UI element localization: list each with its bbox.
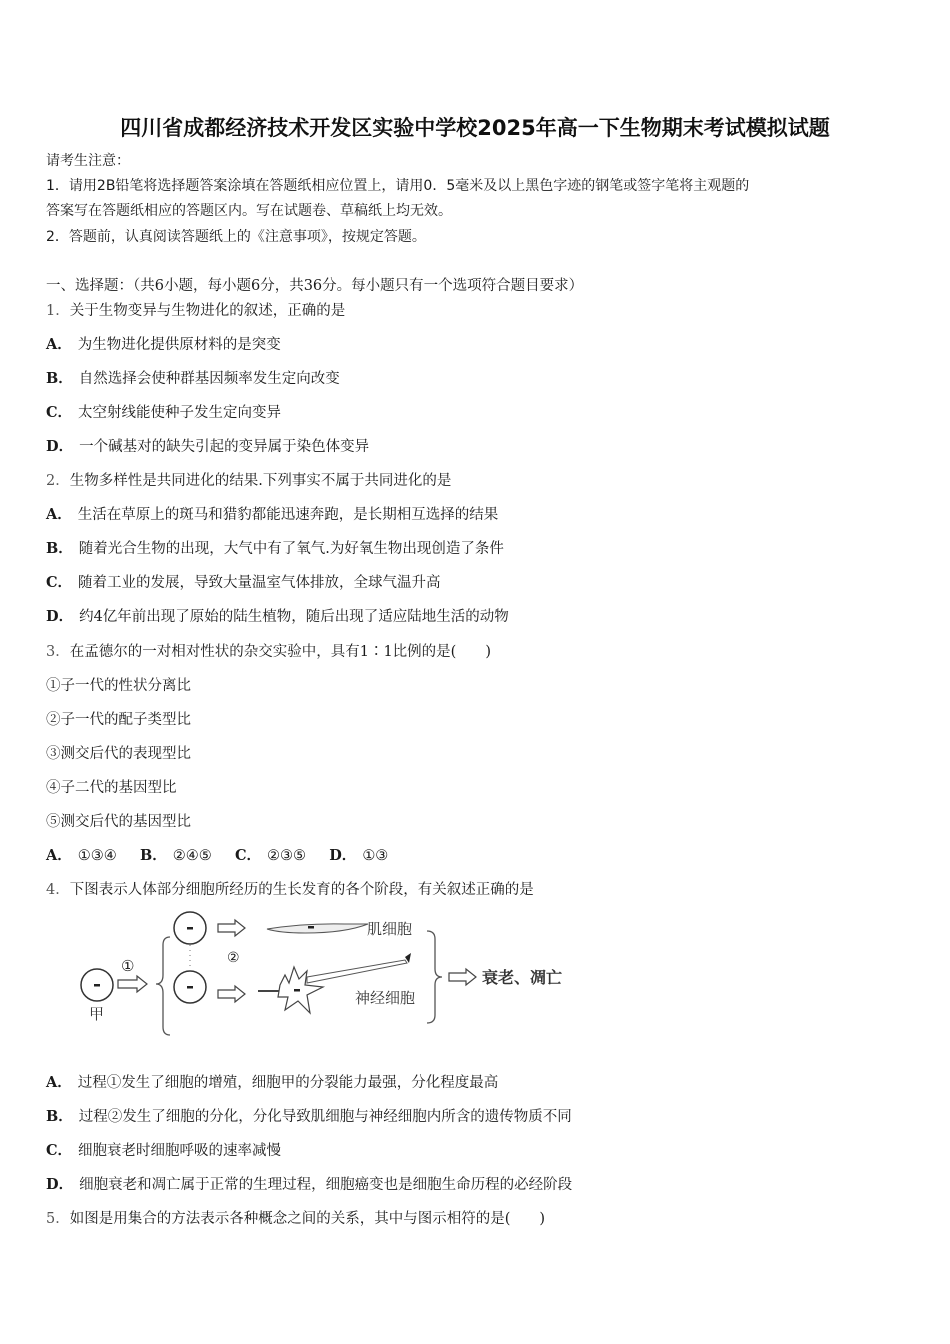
page-title: 四川省成都经济技术开发区实验中学校2025年高一下生物期末考试模拟试题: [120, 116, 830, 140]
option-label: A．: [46, 336, 72, 353]
question-number: 2．: [46, 473, 70, 489]
muscle-cell-icon: [267, 924, 368, 933]
option-label: A．: [46, 1074, 72, 1091]
option-text: 随着工业的发展，导致大量温室气体排放，全球气温升高: [78, 575, 441, 591]
question-1-stem: [46, 301, 345, 321]
option-label: A．: [46, 847, 72, 864]
q3-item-1: ①子一代的性状分离比: [46, 678, 191, 694]
arrow-icon: [218, 920, 245, 936]
option-label: A．: [46, 506, 72, 523]
daughter-cell-top-icon: [174, 912, 206, 944]
q3-item-3: ③测交后代的表现型比: [46, 746, 191, 762]
q1-option-a: [46, 335, 281, 355]
option-label: C．: [46, 574, 73, 591]
option-text: 细胞衰老时细胞呼吸的速率减慢: [78, 1143, 282, 1159]
q4-option-b: [46, 1107, 572, 1127]
option-text: 一个碱基对的缺失引起的变异属于染色体变异: [79, 439, 370, 455]
q2-option-a: [46, 505, 498, 525]
process-2-label: ②: [227, 950, 240, 966]
option-label: C．: [46, 404, 73, 421]
question-number: 5．: [46, 1211, 70, 1227]
question-number: 4．: [46, 882, 70, 898]
question-5-stem: [46, 1209, 545, 1229]
option-text: 约4亿年前出现了原始的陆生植物，随后出现了适应陆地生活的动物: [79, 609, 509, 625]
q4-option-d: [46, 1175, 572, 1195]
cell-jia-label: 甲: [89, 1005, 105, 1023]
notice-item-1-cont: 答案写在答题纸相应的答题区内。写在试题卷、草稿纸上均无效。: [46, 203, 452, 219]
option-text: 为生物进化提供原材料的是突变: [77, 337, 281, 353]
question-4-stem: [46, 880, 534, 900]
cell-jia-icon: [81, 969, 113, 1001]
q3-item-5: ⑤测交后代的基因型比: [46, 814, 191, 830]
question-number: 3．: [46, 644, 70, 660]
arrow-icon: [449, 969, 476, 985]
option-text: 生活在草原上的斑马和猎豹都能迅速奔跑，是长期相互选择的结果: [77, 507, 499, 523]
q3-item-2: ②子一代的配子类型比: [46, 712, 191, 728]
option-text: 随着光合生物的出现，大气中有了氧气.为好氧生物出现创造了条件: [78, 541, 504, 557]
q4-option-c: [46, 1141, 281, 1161]
question-number: 1．: [46, 303, 70, 319]
q2-option-b: [46, 539, 504, 559]
option-label: D．: [46, 608, 74, 625]
right-brace: [427, 931, 442, 1023]
process-1-label: ①: [121, 957, 135, 975]
arrow-icon: [118, 976, 147, 992]
option-text: 自然选择会使种群基因频率发生定向改变: [78, 371, 340, 387]
q4-option-a: [46, 1073, 498, 1093]
q3-options-row: [46, 846, 388, 866]
option-text: 细胞衰老和凋亡属于正常的生理过程，细胞癌变也是细胞生命历程的必经阶段: [79, 1177, 573, 1193]
question-text: 生物多样性是共同进化的结果.下列事实不属于共同进化的是: [69, 473, 452, 489]
option-text: ①③④: [77, 848, 117, 864]
muscle-cell-label: 肌细胞: [367, 920, 413, 938]
question-text: 关于生物变异与生物进化的叙述，正确的是: [69, 303, 346, 319]
outcome-label: 衰老、凋亡: [482, 968, 563, 987]
cell-development-diagram: [75, 905, 595, 1040]
daughter-cell-bottom-icon: [174, 971, 206, 1003]
question-2-stem: [46, 471, 451, 491]
q2-option-d: [46, 607, 509, 627]
option-label: B．: [46, 540, 73, 557]
section-heading: 一、选择题：（共6小题，每小题6分，共36分。每小题只有一个选项符合题目要求）: [46, 278, 584, 294]
question-text: 如图是用集合的方法表示各种概念之间的关系，其中与图示相符的是( ): [69, 1211, 546, 1227]
option-text: 太空射线能使种子发生定向变异: [78, 405, 282, 421]
nerve-cell-label: 神经细胞: [355, 989, 416, 1007]
q2-option-c: [46, 573, 441, 593]
q3-item-4: ④子二代的基因型比: [46, 780, 177, 796]
left-brace: [156, 937, 170, 1035]
notice-item-2: 2．答题前，认真阅读答题纸上的《注意事项》，按规定答题。: [46, 229, 426, 245]
option-label: D．: [46, 438, 74, 455]
question-text: 在孟德尔的一对相对性状的杂交实验中，具有1∶1比例的是( ): [69, 644, 491, 660]
q1-option-d: [46, 437, 369, 457]
q1-option-b: [46, 369, 340, 389]
option-label: D．: [46, 1176, 74, 1193]
notice-item-1: 1．请用2B铅笔将选择题答案涂填在答题纸相应位置上，请用0．5毫米及以上黑色字迹的钢笔或签字笔将主观题的: [46, 178, 750, 194]
option-text: ②③⑤: [267, 848, 307, 864]
option-label: C．: [46, 1142, 73, 1159]
option-text: ①③: [362, 848, 389, 864]
option-text: 过程①发生了细胞的增殖，细胞甲的分裂能力最强，分化程度最高: [77, 1075, 499, 1091]
question-3-stem: [46, 642, 491, 662]
option-label: B．: [46, 370, 73, 387]
option-text: ②④⑤: [172, 848, 212, 864]
arrow-icon: [218, 986, 245, 1002]
option-label: D．: [329, 847, 357, 864]
option-label: B．: [139, 847, 167, 864]
option-label: C．: [234, 847, 262, 864]
option-text: 过程②发生了细胞的分化，分化导致肌细胞与神经细胞内所含的遗传物质不同: [78, 1109, 572, 1125]
option-label: B．: [46, 1108, 73, 1125]
notice-heading: 请考生注意：: [46, 153, 130, 169]
q1-option-c: [46, 403, 281, 423]
question-text: 下图表示人体部分细胞所经历的生长发育的各个阶段，有关叙述正确的是: [69, 882, 534, 898]
